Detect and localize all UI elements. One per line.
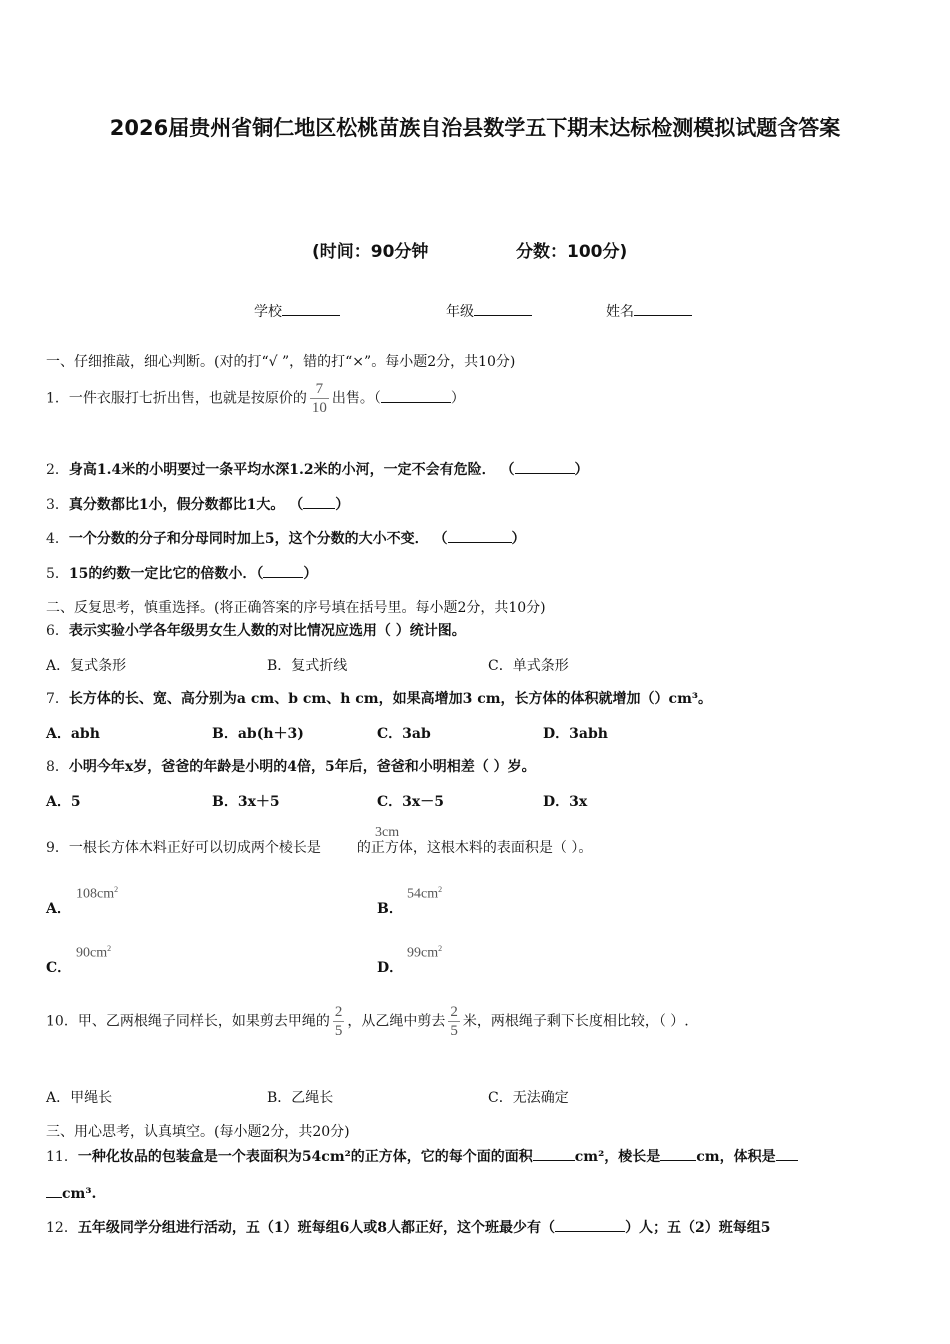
question-12: 12．五年级同学分组进行活动，五（1）班每组6人或8人都正好，这个班最少有（ ）人；五（2）班每组5 bbox=[46, 1217, 771, 1238]
school-blank[interactable] bbox=[282, 301, 340, 316]
score-label: 分数：100分) bbox=[516, 242, 628, 262]
question-3: 3．真分数都比1小，假分数都比1大。 （ ） bbox=[46, 494, 349, 515]
section1-header: 一、仔细推敲，细心判断。(对的打“√ ”，错的打“×”。每小题2分，共10分) bbox=[46, 354, 516, 370]
q9-option-c-value: $90cm^2$ bbox=[76, 944, 112, 961]
q9-option-c[interactable]: C． bbox=[46, 960, 72, 976]
q9-option-a-value: $108cm^2$ bbox=[76, 885, 119, 902]
q9-option-d[interactable]: D． bbox=[377, 960, 404, 976]
answer-blank-1[interactable] bbox=[381, 388, 451, 403]
q8-option-a[interactable]: A．5 bbox=[46, 794, 81, 810]
question-6: 6．表示实验小学各年级男女生人数的对比情况应选用（ ）统计图。 bbox=[46, 623, 466, 639]
q10-option-b[interactable]: B．乙绳长 bbox=[267, 1090, 334, 1106]
q8-option-c[interactable]: C．3x－5 bbox=[377, 794, 444, 810]
answer-blank-12[interactable] bbox=[555, 1217, 625, 1232]
answer-blank-11c-cont[interactable] bbox=[46, 1183, 62, 1198]
q10-option-a[interactable]: A．甲绳长 bbox=[46, 1090, 113, 1106]
question-11-cont: cm³. bbox=[46, 1183, 96, 1204]
q8-option-d[interactable]: D．3x bbox=[543, 794, 588, 810]
question-9: 9．一根长方体木料正好可以切成两个棱长是 的正方体，这根木料的表面积是（ ）。 bbox=[46, 840, 593, 856]
q8-option-b[interactable]: B．3x＋5 bbox=[212, 794, 280, 810]
q6-option-a[interactable]: A．复式条形 bbox=[46, 658, 127, 674]
question-4: 4．一个分数的分子和分母同时加上5，这个分数的大小不变． （ ） bbox=[46, 528, 526, 549]
grade-field bbox=[446, 301, 532, 321]
school-label: 学校 bbox=[254, 304, 282, 320]
q6-option-c[interactable]: C．单式条形 bbox=[488, 658, 569, 674]
answer-blank-11b[interactable] bbox=[660, 1146, 696, 1161]
question-10: 10．甲、乙两根绳子同样长，如果剪去甲绳的 $\frac{2}{5}$ ，从乙绳中剪去 $\frac{2}{5}$ 米，两根绳子剩下长度相比较，（ ）. bbox=[46, 1004, 689, 1039]
name-field bbox=[606, 301, 692, 321]
q9-option-d-value: $99cm^2$ bbox=[407, 944, 443, 961]
name-label: 姓名 bbox=[606, 304, 634, 320]
q9-option-a[interactable]: A． bbox=[46, 901, 71, 917]
school-field bbox=[254, 301, 340, 321]
answer-blank-11a[interactable] bbox=[533, 1146, 575, 1161]
question-2: 2．身高1.4米的小明要过一条平均水深1.2米的小河，一定不会有危险． （ ） bbox=[46, 459, 589, 480]
fraction-2-5-b: $\frac{2}{5}$ bbox=[450, 1004, 458, 1039]
grade-blank[interactable] bbox=[474, 301, 532, 316]
grade-label: 年级 bbox=[446, 304, 474, 320]
question-5: 5．15的约数一定比它的倍数小．（ ） bbox=[46, 563, 317, 584]
q7-option-a[interactable]: A．abh bbox=[46, 726, 100, 742]
q9-formula-3cm: 3cm bbox=[375, 825, 400, 840]
time-label: (时间：90分钟 bbox=[312, 242, 429, 262]
question-1: 1．一件衣服打七折出售，也就是按原价的 $\frac{7}{10}$ 出售。（ ） bbox=[46, 381, 465, 416]
name-blank[interactable] bbox=[634, 301, 692, 316]
answer-blank-4[interactable] bbox=[448, 528, 512, 543]
q9-option-b[interactable]: B． bbox=[377, 901, 403, 917]
answer-blank-11c[interactable] bbox=[776, 1146, 798, 1161]
section3-header: 三、用心思考，认真填空。(每小题2分，共20分) bbox=[46, 1124, 350, 1140]
q10-option-c[interactable]: C．无法确定 bbox=[488, 1090, 569, 1106]
page-title: 2026届贵州省铜仁地区松桃苗族自治县数学五下期末达标检测模拟试题含答案 bbox=[109, 116, 841, 140]
answer-blank-3[interactable] bbox=[303, 494, 335, 509]
q7-option-d[interactable]: D．3abh bbox=[543, 726, 608, 742]
question-8: 8．小明今年x岁，爸爸的年龄是小明的4倍，5年后，爸爸和小明相差（ ）岁。 bbox=[46, 759, 536, 775]
answer-blank-2[interactable] bbox=[515, 459, 575, 474]
section2-header: 二、反复思考，慎重选择。(将正确答案的序号填在括号里。每小题2分，共10分) bbox=[46, 600, 546, 616]
q7-option-c[interactable]: C．3ab bbox=[377, 726, 431, 742]
answer-blank-5[interactable] bbox=[263, 563, 303, 578]
q6-option-b[interactable]: B．复式折线 bbox=[267, 658, 348, 674]
q9-option-b-value: $54cm^2$ bbox=[407, 885, 443, 902]
fraction-2-5-a: $\frac{2}{5}$ bbox=[334, 1004, 343, 1039]
fraction-7-10: $\frac{7}{10}$ bbox=[311, 381, 327, 416]
q7-option-b[interactable]: B．ab(h＋3) bbox=[212, 726, 304, 742]
question-11: 11．一种化妆品的包装盒是一个表面积为54cm²的正方体，它的每个面的面积 cm²，棱长是 cm，体积是 bbox=[46, 1146, 798, 1167]
question-7: 7．长方体的长、宽、高分别为a cm、b cm、h cm，如果高增加3 cm，长方体的体积就增加（）cm³。 bbox=[46, 691, 713, 707]
